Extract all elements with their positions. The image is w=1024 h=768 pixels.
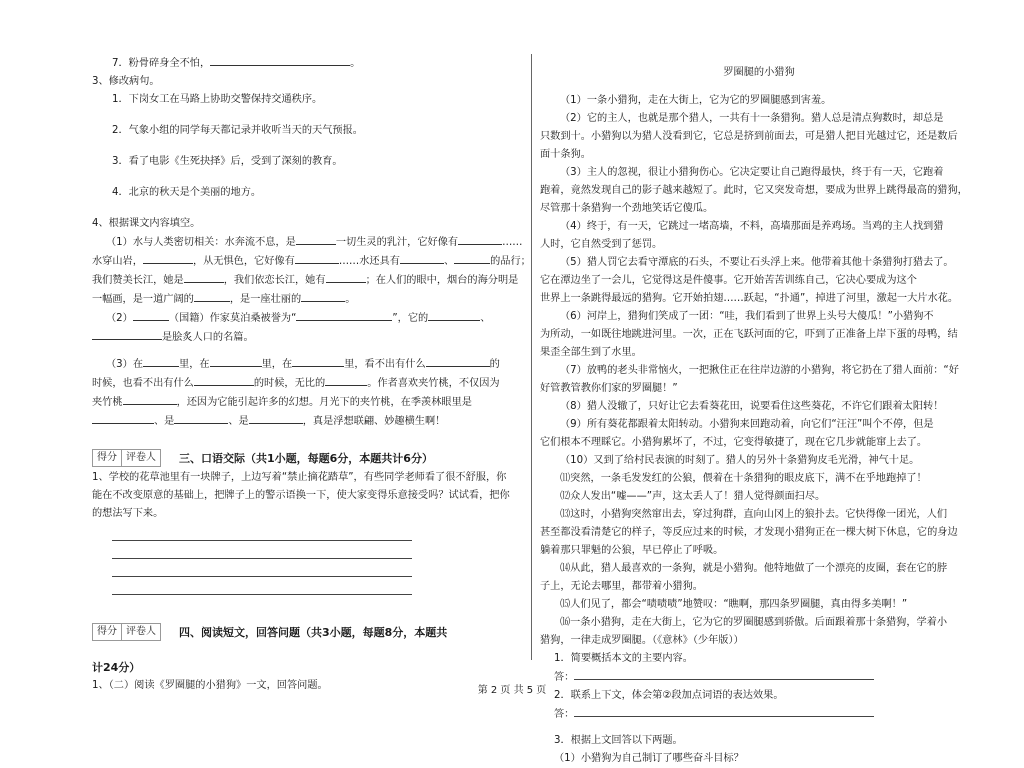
- right-column: [540, 54, 978, 768]
- passage-line: 甚至都没看清楚它的样子，等反应过来的时候，才发现小猎狗正在一棵大树下休息，它的身边: [540, 527, 958, 539]
- section-3-question-line-3: 的想法写下来。: [92, 508, 164, 519]
- passage-line: 尽管那十条猎狗一个劲地笑话它傻瓜。: [540, 203, 714, 215]
- section-4-question-1: 1、（二）阅读《罗圈腿的小猎狗》一文，回答问题。: [92, 680, 328, 691]
- section-3-question-line-2: 能在不改变原意的基础上，把牌子上的警示语换一下，使大家变得乐意接受吗？试试看，把你: [92, 490, 510, 501]
- passage-line: 世界上一条跳得最远的猎狗。它开始拍翅……跃起，“扑通”，掉进了河里，激起一大片水花。: [540, 293, 959, 305]
- passage-line: 为所动，一如既往地跳进河里。一次，正在飞跃河面的它，吓到了正准备上岸下蛋的母鸭，结: [540, 329, 958, 341]
- passage-line: 面十条狗。: [540, 149, 591, 161]
- answer-line[interactable]: [112, 577, 412, 595]
- passage-para-12: ⑿众人发出“嘘——”声，这太丢人了！猎人觉得颜面扫尽。: [560, 491, 826, 503]
- answer-line[interactable]: [112, 559, 412, 577]
- section-4-header: [92, 621, 524, 643]
- answer-line[interactable]: [112, 523, 412, 541]
- passage-para-3: （3）主人的忽视，很让小猎狗伤心。它决定要让自己跑得最快，终于有一天，它跑着: [560, 167, 944, 179]
- question-4-title: 4、根据课文内容填空。: [92, 218, 201, 229]
- fill-line-10: 、是 、是 ，真是浮想联翩、妙趣横生啊！: [92, 412, 524, 431]
- fill-line-9: 夹竹桃 ，还因为它能引起许多的幻想。月光下的夹竹桃，在季羡林眼里是: [92, 393, 524, 412]
- fill-line-2: 水穿山岩， ，从无惧色，它好像有 ……水还具有 、 的品行；: [92, 252, 524, 271]
- section-4-title-cont: 计24分）: [92, 661, 141, 674]
- passage-para-2: （2）它的主人，也就是那个猎人，一共有十一条猎狗。猎人总是清点狗数时，却总是: [560, 113, 944, 125]
- passage-para-7: （7）放鸭的老头非常恼火，一把揪住正在往岸边游的小猎狗，将它扔在了猎人面前：“好: [560, 365, 959, 377]
- section-3-title: 三、口语交际（共1小题，每题6分，本题共计6分）: [179, 452, 433, 465]
- left-column: [92, 54, 531, 695]
- passage-para-5: （5）猎人罚它去看守潭底的石头，不要让石头浮上来。他带着其他十条猎狗打猎去了。: [560, 257, 954, 269]
- passage-line: 跑着，竟然发现自己的影子越来越短了。此时，它又突发奇想，要成为世界上跳得最高的猎狗，: [540, 185, 968, 197]
- sentence-2: 2．气象小组的同学每天都记录并收听当天的天气预报。: [112, 125, 363, 136]
- passage-line: 人时，它自然受到了惩罚。: [540, 239, 663, 251]
- sentence-4: 4．北京的秋天是个美丽的地方。: [112, 187, 262, 198]
- answer-line[interactable]: [574, 668, 874, 680]
- passage-para-8: （8）猎人没辙了，只好让它去看葵花田，说要看住这些葵花，不许它们跟着太阳转！: [560, 401, 944, 413]
- reading-question-2: 2．联系上下文，体会第②段加点词语的表达效果。: [554, 690, 784, 702]
- passage-para-6: （6）河岸上，猎狗们笑成了一团：“哇，我们看到了世界上头号大傻瓜！”小猎狗不: [560, 311, 934, 323]
- score-box: 得分 评卷人: [92, 449, 161, 467]
- passage-line: 躺着那只罪魁的公狼，早已停止了呼吸。: [540, 545, 724, 557]
- passage-line: 果歪全部生到了水里。: [540, 347, 642, 359]
- answer-row-2: 答：: [540, 705, 978, 724]
- passage-line: 它们根本不理睬它。小猎狗累坏了，不过，它变得敏捷了，现在它几步就能窜上去了。: [540, 437, 928, 449]
- item-7: 7．粉骨碎身全不怕， 。: [92, 54, 524, 73]
- fill-line-6: 是脍炙人口的名篇。: [92, 328, 524, 347]
- passage-line: 它在潭边坐了一会儿，它觉得这是件傻事。它开始苦苦训练自己，它决心要成为这个: [540, 275, 917, 287]
- fill-line-7: （3）在 里，在 里，在 里，看不出有什么 的: [92, 355, 524, 374]
- reading-question-3-1: （1）小猎狗为自己制订了哪些奋斗目标？: [554, 753, 744, 765]
- passage-line: 好管教管教你们家的罗圈腿！”: [540, 383, 678, 395]
- passage-para-10: （10）又到了给村民表演的时刻了。猎人的另外十条猎狗皮毛光滑，神气十足。: [560, 455, 920, 467]
- question-3-title: 3、修改病句。: [92, 76, 160, 87]
- sentence-3: 3．看了电影《生死抉择》后，受到了深刻的教育。: [112, 156, 343, 167]
- passage-para-11: ⑾突然，一条毛发发红的公狼，偎着在十条猎狗的眼皮底下，满不在乎地跑掉了！: [560, 473, 927, 485]
- column-divider: [531, 54, 532, 660]
- answer-row-1: 答：: [540, 668, 978, 687]
- answer-line[interactable]: [112, 541, 412, 559]
- passage-para-16: ⒃一条小猎狗，走在大街上，它为它的罗圈腿感到骄傲。后面跟着那十条猎狗，学着小: [560, 617, 948, 629]
- passage-para-14: ⒁从此，猎人最喜欢的一条狗，就是小猎狗。他特地做了一个漂亮的皮圈，套在它的脖: [560, 563, 948, 575]
- passage-para-15: ⒂人们见了，都会“啧啧啧”地赞叹：“瞧啊，那四条罗圈腿，真由得多美啊！”: [560, 599, 908, 611]
- fill-line-4: 一幅画，是一道广阔的 ，是一座壮丽的 。: [92, 290, 524, 309]
- passage-para-13: ⒀这时，小猎狗突然窜出去，穿过狗群，直向山冈上的狼扑去。它快得像一团光，人们: [560, 509, 948, 521]
- section-4-title: 四、阅读短文，回答问题（共3小题，每题8分，本题共: [179, 626, 448, 639]
- passage-line: 猎狗，一律走成罗圈腿。（《意林》（少年版））: [540, 635, 744, 647]
- section-3-question-line-1: 1、学校的花草池里有一块牌子，上边写着“禁止摘花踏草”，有些同学老师看了很不舒服，你: [92, 472, 507, 483]
- sentence-1: 1．下岗女工在马路上协助交警保持交通秩序。: [112, 94, 323, 105]
- passage-line: 子上，无论去哪里，都带着小猎狗。: [540, 581, 703, 593]
- fill-line-8: 时候，也看不出有什么 的时候，无比的 。作者喜欢夹竹桃，不仅因为: [92, 374, 524, 393]
- section-3-header: [92, 447, 524, 469]
- score-box: 得分 评卷人: [92, 623, 161, 641]
- answer-line[interactable]: [574, 705, 874, 717]
- passage-para-9: （9）所有葵花都跟着太阳转动。小猎狗来回跑动着，向它们“汪汪”叫个不停，但是: [560, 419, 934, 431]
- reading-question-1: 1．简要概括本文的主要内容。: [554, 653, 693, 665]
- reading-question-3: 3．根据上文回答以下两题。: [554, 735, 683, 747]
- fill-line-1: （1）水与人类密切相关：水奔流不息，是 一切生灵的乳汁，它好像有 ……: [92, 233, 524, 252]
- fill-line-5: （2） （国籍）作家莫泊桑被誉为“ ”，它的 、: [92, 309, 524, 328]
- passage-title: 罗圈腿的小猎狗: [723, 67, 795, 79]
- passage-para-1: （1）一条小猎狗，走在大街上，它为它的罗圈腿感到害羞。: [560, 95, 832, 107]
- fill-line-3: 我们赞美长江，她是 ，我们依恋长江，她有 ；在人们的眼中，烟台的海分明是: [92, 271, 524, 290]
- passage-para-4: （4）终于，有一天，它跳过一堵高墙，不料，高墙那面是养鸡场。当鸡的主人找到猎: [560, 221, 944, 233]
- passage-line: 只数到十。小猎狗以为猎人没看到它，它总是挤到前面去，可是猎人把目光越过它，还是数后: [540, 131, 958, 143]
- page-footer: 第 2 页 共 5 页: [477, 685, 547, 696]
